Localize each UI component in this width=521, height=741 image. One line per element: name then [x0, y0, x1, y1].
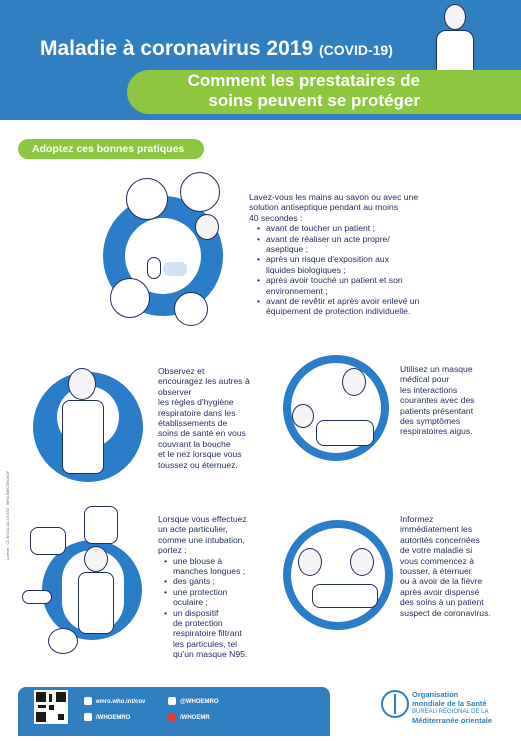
- patient-bed-icon: [110, 278, 150, 318]
- handwashing-item-cont: aseptique ;: [266, 244, 309, 255]
- org-line-3: BUREAU RÉGIONAL DE LA: [412, 709, 489, 715]
- section-label: Adoptez ces bonnes pratiques: [18, 139, 204, 159]
- soap-bottle-icon: [147, 257, 161, 279]
- coughing-figure-head: [68, 368, 96, 400]
- inform-line: Informez: [400, 514, 434, 524]
- mascot-doctor-head: [444, 4, 466, 30]
- org-line-4: Méditerranée orientale: [412, 715, 493, 725]
- qr-code[interactable]: [34, 690, 68, 724]
- gown-icon: [84, 506, 118, 544]
- title-text: Maladie à coronavirus 2019: [40, 37, 314, 60]
- ppe-item-cont: les particules, tel: [173, 638, 238, 649]
- gloves-icon: [30, 527, 66, 555]
- who-emblem-icon: [381, 690, 409, 718]
- mask-line: patients présentant: [400, 405, 474, 416]
- inform-line: de votre maladie si: [400, 545, 473, 556]
- website-link[interactable]: [84, 697, 145, 705]
- hospital-room-icon: [126, 178, 168, 220]
- inform-line: ou à avoir de la fièvre: [400, 576, 483, 587]
- inform-line: vous commencez à: [400, 555, 475, 566]
- mask-text: [400, 364, 510, 437]
- respiratory-line: encouragez les autres à: [158, 376, 250, 387]
- respiratory-line: respiratoire dans les: [158, 407, 236, 418]
- ppe-item-cont: respiratoire filtrant: [173, 628, 242, 639]
- ppe-item-cont: oculaire ;: [173, 597, 208, 608]
- handwashing-item: • avant de toucher un patient ;: [257, 223, 449, 233]
- caregiver-head: [298, 548, 322, 576]
- handwashing-item-cont: liquides biologiques ;: [266, 264, 346, 275]
- facebook-icon: [84, 713, 92, 721]
- inform-circle: [283, 520, 393, 630]
- ppe-item: • des gants ;: [164, 576, 268, 586]
- facebook-link[interactable]: [84, 713, 130, 721]
- handwashing-item: • avant de réaliser un acte propre/: [257, 234, 449, 244]
- handwashing-item-cont: environnement ;: [266, 285, 328, 296]
- website-text: emro.who.int/cov: [96, 699, 146, 705]
- mask-line: respiratoires aigus.: [400, 426, 473, 437]
- coughing-figure-body: [62, 400, 104, 474]
- goggles-icon: [22, 590, 52, 604]
- poster-title: [40, 37, 393, 61]
- mask-line: médical pour: [400, 374, 450, 385]
- inform-line: des soins à un patient: [400, 597, 484, 608]
- handwashing-text: [249, 192, 449, 317]
- n95-mask-icon: [48, 628, 78, 654]
- inform-line: autorités concernées: [400, 534, 480, 545]
- ppe-line: comme une intubation,: [158, 534, 245, 545]
- subtitle-line-1: Comment les prestataires de: [187, 71, 420, 90]
- inform-line: après avoir dispensé: [400, 586, 480, 597]
- soap-foam-icon: [163, 262, 187, 276]
- handwashing-intro-1: Lavez-vous les mains au savon ou avec une: [249, 192, 419, 202]
- ppe-item-cont: qu'un masque N95.: [173, 649, 248, 660]
- mask-line: les interactions: [400, 384, 458, 395]
- web-icon: [84, 697, 92, 705]
- ppe-line: portez :: [158, 545, 187, 556]
- ppe-figure-body: [78, 572, 114, 634]
- ppe-line: un acte particulier,: [158, 524, 228, 535]
- handwashing-item: • après avoir touché un patient et son: [257, 275, 449, 285]
- inform-line: tousser, à éternuer: [400, 566, 472, 577]
- handwashing-item: • après un risque d'exposition aux: [257, 254, 449, 264]
- respiratory-line: toussez ou éternuez.: [158, 459, 238, 470]
- poster-subtitle: [150, 71, 420, 111]
- ppe-item: • un dispositif: [164, 608, 268, 618]
- inform-line: suspect de coronavirus.: [400, 607, 491, 618]
- youtube-icon: [168, 713, 176, 721]
- official-head: [350, 548, 374, 576]
- org-line-2: mondiale de la Santé: [412, 698, 487, 708]
- twitter-link[interactable]: [168, 697, 219, 705]
- handwashing-item-cont: équipement de protection individuelle.: [266, 306, 411, 317]
- respiratory-line: soins de santé en vous: [158, 428, 246, 439]
- twitter-icon: [168, 697, 176, 705]
- ppe-item: • une blouse à: [164, 556, 268, 566]
- patient-head: [292, 404, 314, 428]
- org-line-1: Organisation: [412, 690, 459, 699]
- handwashing-item: • avant de revêtir et après avoir enlevé un: [257, 296, 449, 306]
- ppe-line: Lorsque vous effectuez: [158, 514, 247, 524]
- document-code: WHO-EM/CSR/261/F: [6, 470, 10, 505]
- respiratory-text: [158, 366, 268, 470]
- handwashing-figure-head: [195, 214, 219, 240]
- examination-bed: [316, 420, 374, 446]
- respiratory-line: Observez et: [158, 366, 205, 376]
- respiratory-line: et le nez lorsque vous: [158, 449, 242, 460]
- desk-icon: [312, 584, 378, 608]
- youtube-link[interactable]: [168, 713, 210, 721]
- inform-line: immédiatement les: [400, 524, 473, 535]
- twitter-text: @WHOEMRO: [180, 699, 219, 705]
- respiratory-line: les règles d'hygiène: [158, 397, 234, 408]
- handwashing-intro-3: 40 secondes :: [249, 212, 303, 223]
- respiratory-line: observer: [158, 386, 192, 397]
- respiratory-line: couvrant la bouche: [158, 438, 231, 449]
- mask-icon: [174, 292, 208, 326]
- doctor-icon: [180, 172, 220, 212]
- ppe-figure-head: [84, 546, 108, 572]
- respiratory-line: établissements de: [158, 418, 228, 429]
- ppe-item: • une protection: [164, 587, 268, 597]
- who-logo-text: [412, 691, 492, 725]
- mask-line: courantes avec des: [400, 395, 475, 406]
- ppe-item-cont: de protection: [173, 618, 223, 629]
- subtitle-line-2: soins peuvent se protéger: [208, 91, 420, 110]
- facebook-text: /WHOEMRO: [96, 715, 131, 721]
- title-tag: (COVID-19): [318, 42, 393, 58]
- ppe-text: [158, 514, 268, 660]
- masked-worker-head: [342, 368, 366, 396]
- inform-text: [400, 514, 515, 618]
- license-note: Licence : CC BY-NC-SA 3.0 IGO: [6, 508, 10, 560]
- youtube-text: /WHOEMR: [180, 715, 210, 721]
- handwashing-intro-2: solution antiseptique pendant au moins: [249, 202, 399, 213]
- mask-line: des symptômes: [400, 416, 461, 427]
- mask-line: Utilisez un masque: [400, 364, 473, 374]
- ppe-item-cont: manches longues ;: [173, 566, 246, 577]
